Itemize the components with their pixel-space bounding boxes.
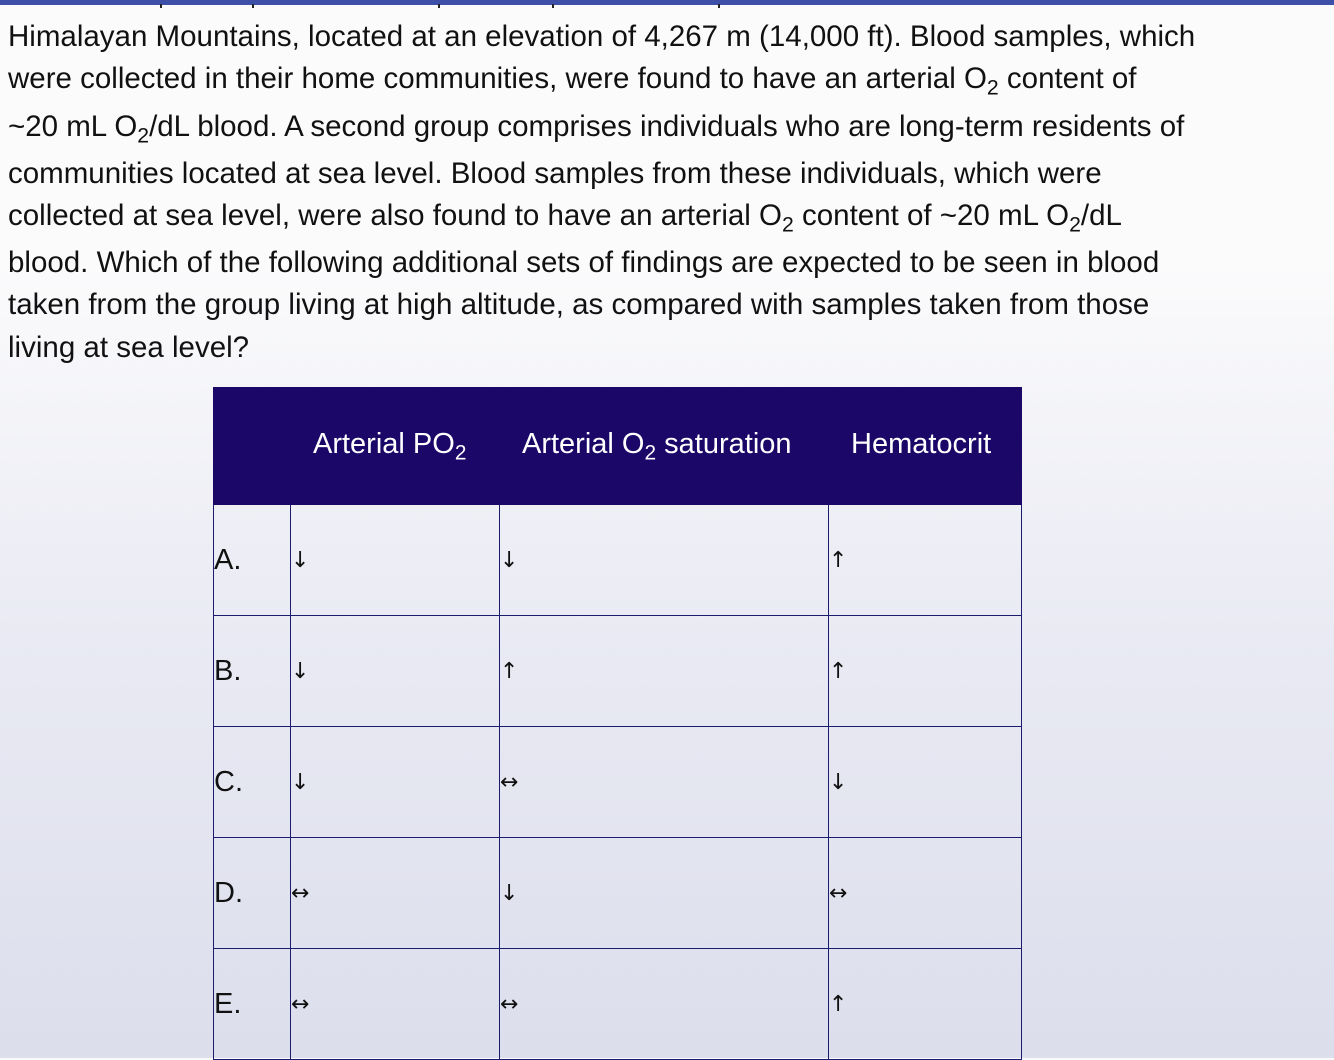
hematocrit-arrow-icon: ↑ xyxy=(829,949,1022,1060)
choice-letter: B. xyxy=(214,616,291,727)
po2-arrow-icon: ↔ xyxy=(291,838,500,949)
table-row[interactable] xyxy=(214,838,1022,949)
question-line: blood. Which of the following additional sets of findings are expected to be seen in blood xyxy=(8,246,1160,279)
hematocrit-arrow-icon: ↓ xyxy=(829,727,1022,838)
question-line: ~20 mL $O_2/dL$ blood. A second group comprises individuals who are long-term residents of xyxy=(8,110,1185,148)
header-hematocrit: Hematocrit xyxy=(829,388,1022,505)
question-line: Himalayan Mountains, located at an elevation of 4,267 m (14,000 ft). Blood samples, which xyxy=(8,20,1196,53)
answer-choices-table xyxy=(213,387,1022,1060)
header-arterial-po2: Arterial $PO_2$ xyxy=(291,388,500,505)
table-row[interactable] xyxy=(214,505,1022,616)
cut-off-text-line xyxy=(0,0,1334,14)
table-header-row xyxy=(214,388,1022,505)
hematocrit-arrow-icon: ↑ xyxy=(829,505,1022,616)
table-row[interactable] xyxy=(214,949,1022,1060)
table-row[interactable] xyxy=(214,616,1022,727)
choice-letter: D. xyxy=(214,838,291,949)
saturation-arrow-icon: ↔ xyxy=(500,949,829,1060)
saturation-arrow-icon: ↔ xyxy=(500,727,829,838)
po2-arrow-icon: ↓ xyxy=(291,616,500,727)
question-line: were collected in their home communities, were found to have an arterial $O_2$ content of xyxy=(8,62,1137,100)
po2-arrow-icon: ↓ xyxy=(291,505,500,616)
table-row[interactable] xyxy=(214,727,1022,838)
question-line: collected at sea level, were also found to have an arterial $O_2$ content of ~20 mL $O_2/dL$ xyxy=(8,199,1122,237)
choice-letter: A. xyxy=(214,505,291,616)
question-line: taken from the group living at high altitude, as compared with samples taken from those xyxy=(8,288,1150,321)
header-arterial-o2-saturation: Arterial $O_2$ saturation xyxy=(500,388,829,505)
header-blank xyxy=(214,388,291,505)
hematocrit-arrow-icon: ↑ xyxy=(829,616,1022,727)
question-line: communities located at sea level. Blood samples from these individuals, which were xyxy=(8,157,1102,190)
saturation-arrow-icon: ↓ xyxy=(500,505,829,616)
question-line: living at sea level? xyxy=(8,331,250,364)
choice-letter: C. xyxy=(214,727,291,838)
saturation-arrow-icon: ↑ xyxy=(500,616,829,727)
hematocrit-arrow-icon: ↔ xyxy=(829,838,1022,949)
po2-arrow-icon: ↓ xyxy=(291,727,500,838)
saturation-arrow-icon: ↓ xyxy=(500,838,829,949)
choice-letter: E. xyxy=(214,949,291,1060)
po2-arrow-icon: ↔ xyxy=(291,949,500,1060)
